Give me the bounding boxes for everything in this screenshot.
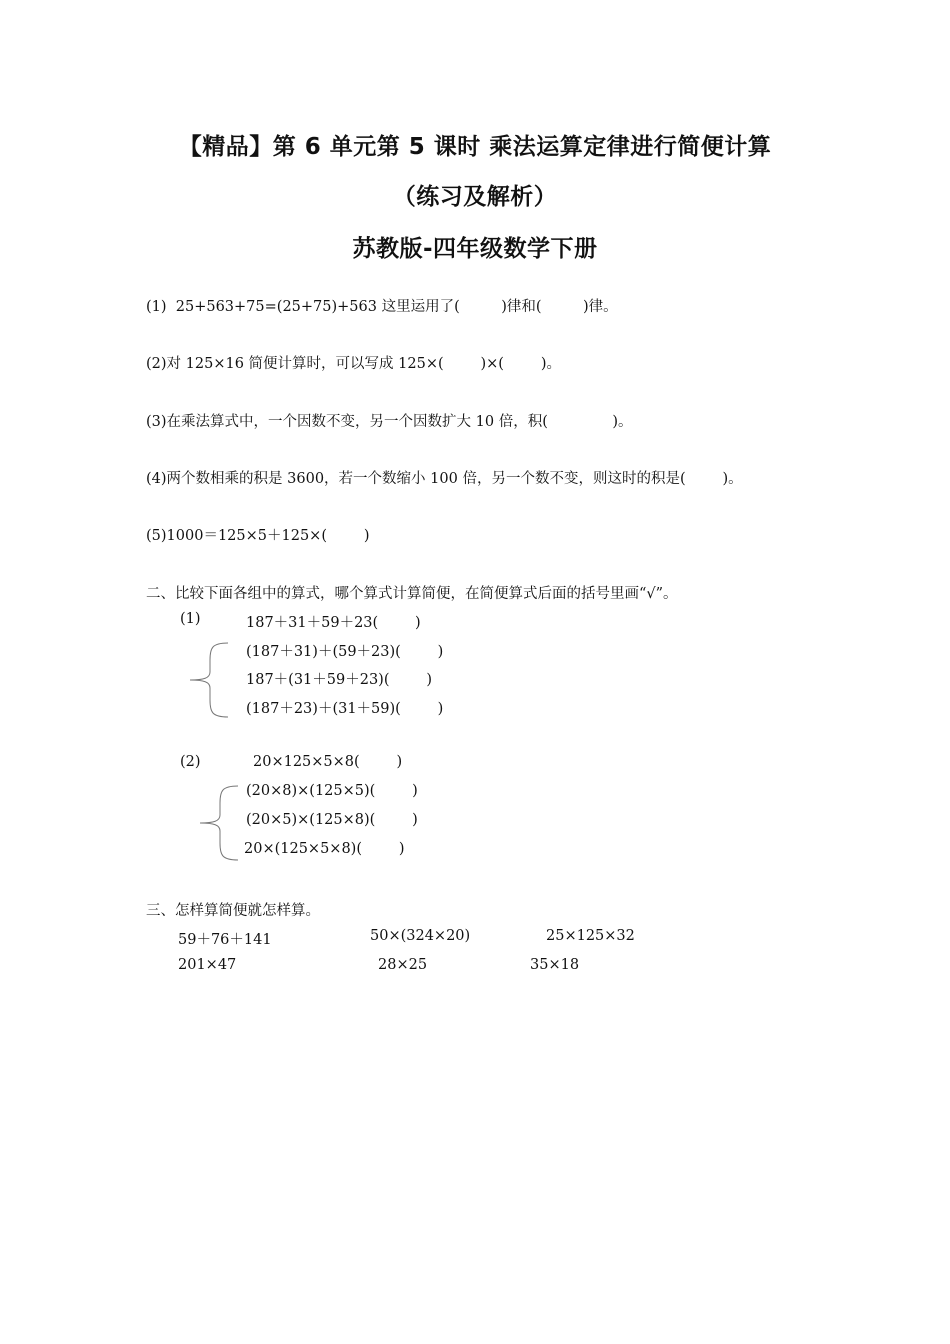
section-2-heading: 二、比较下面各组中的算式，哪个算式计算简便，在简便算式后面的括号里画“√”。 xyxy=(146,586,678,602)
group-2-item: (20×5)×(125×8)( ) xyxy=(246,812,418,828)
doc-subtitle: （练习及解析） xyxy=(392,184,558,210)
calc-item: 28×25 xyxy=(378,957,428,973)
calc-item: 59＋76＋141 xyxy=(178,932,272,948)
group-2-item: 20×125×5×8( ) xyxy=(253,754,403,770)
question-4: (4)两个数相乘的积是 3600，若一个数缩小 100 倍，另一个数不变，则这时的积是( )。 xyxy=(146,471,743,487)
calc-item: 25×125×32 xyxy=(546,928,635,944)
group-1-item: (187＋23)＋(31＋59)( ) xyxy=(246,701,444,717)
calc-item: 201×47 xyxy=(178,957,237,973)
question-1: (1) 25+563+75=(25+75)+563 这里运用了( )律和( )律。 xyxy=(146,299,618,315)
doc-edition: 苏教版-四年级数学下册 xyxy=(352,236,598,262)
group-1-label: (1) xyxy=(180,611,201,627)
question-5: (5)1000＝125×5＋125×( ) xyxy=(146,528,370,544)
question-3: (3)在乘法算式中，一个因数不变，另一个因数扩大 10 倍，积( )。 xyxy=(146,414,633,430)
group-2-label: (2) xyxy=(180,754,201,770)
section-3-heading: 三、怎样算简便就怎样算。 xyxy=(146,903,320,919)
group-1-item: (187＋31)＋(59＋23)( ) xyxy=(246,644,444,660)
brace-icon xyxy=(196,783,242,863)
brace-icon xyxy=(186,640,232,720)
doc-title: 【精品】第 6 单元第 5 课时 乘法运算定律进行简便计算 xyxy=(178,134,772,160)
calc-item: 50×(324×20) xyxy=(370,928,471,944)
group-1-item: 187＋(31＋59＋23)( ) xyxy=(246,672,433,688)
calc-item: 35×18 xyxy=(530,957,580,973)
group-2-item: (20×8)×(125×5)( ) xyxy=(246,783,418,799)
group-2-item: 20×(125×5×8)( ) xyxy=(244,841,405,857)
group-1-item: 187＋31＋59＋23( ) xyxy=(246,615,421,631)
question-2: (2)对 125×16 简便计算时，可以写成 125×( )×( )。 xyxy=(146,356,561,372)
